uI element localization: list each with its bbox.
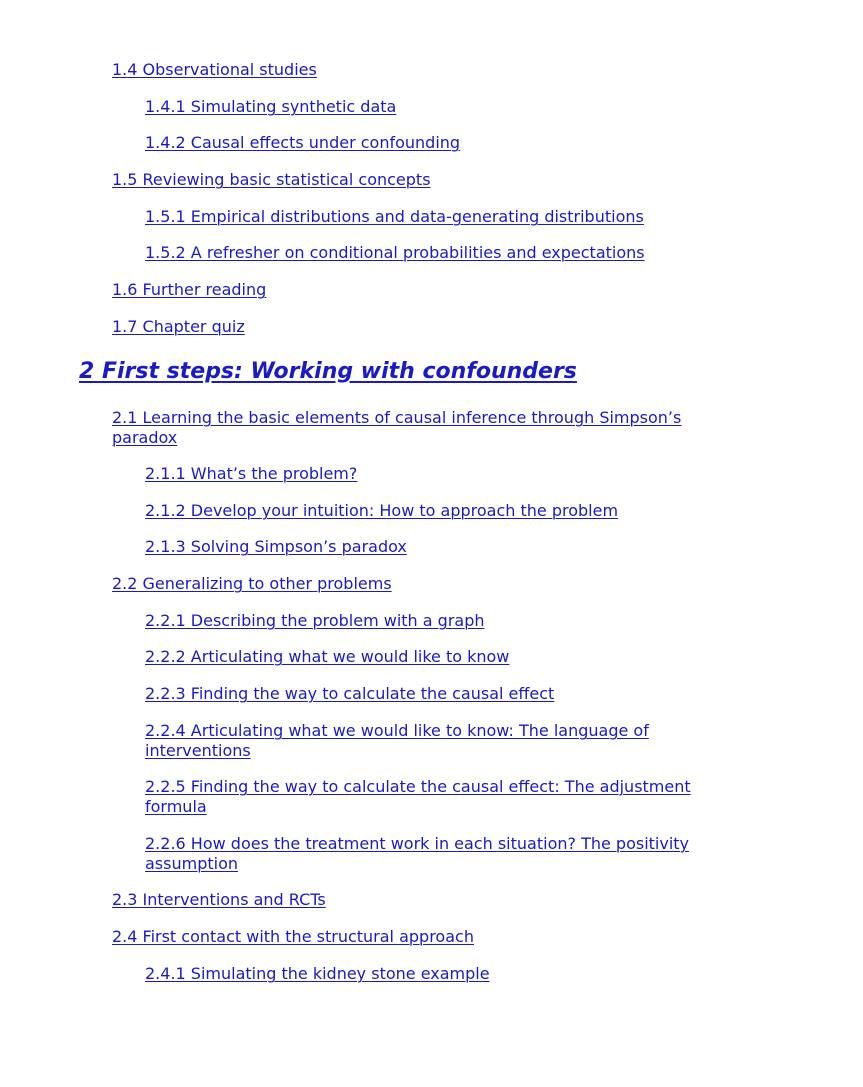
- toc-link-2-2-4[interactable]: 2.2.4 Articulating what we would like to know: The language of interventions: [145, 721, 649, 760]
- toc-link-1-5[interactable]: 1.5 Reviewing basic statistical concepts: [112, 170, 431, 189]
- toc-link-2-2-3[interactable]: 2.2.3 Finding the way to calculate the causal effect: [145, 684, 555, 703]
- toc-link-2-4[interactable]: 2.4 First contact with the structural approach: [112, 927, 474, 946]
- toc-link-1-6[interactable]: 1.6 Further reading: [112, 280, 267, 299]
- toc-link-2-2[interactable]: 2.2 Generalizing to other problems: [112, 574, 392, 593]
- toc-link-1-5-2[interactable]: 1.5.2 A refresher on conditional probabilities and expectations: [145, 243, 645, 262]
- toc-link-1-7[interactable]: 1.7 Chapter quiz: [112, 317, 245, 336]
- toc-link-2-1[interactable]: 2.1 Learning the basic elements of causal inference through Simpson’s paradox: [112, 408, 682, 447]
- toc-link-1-4[interactable]: 1.4 Observational studies: [112, 60, 317, 79]
- toc-link-2-1-3[interactable]: 2.1.3 Solving Simpson’s paradox: [145, 537, 407, 556]
- toc-link-2-2-5[interactable]: 2.2.5 Finding the way to calculate the causal effect: The adjustment formula: [145, 777, 691, 816]
- toc-link-2-1-2[interactable]: 2.1.2 Develop your intuition: How to approach the problem: [145, 501, 619, 520]
- toc-link-2-1-1[interactable]: 2.1.1 What’s the problem?: [145, 464, 358, 483]
- toc-link-2-4-1[interactable]: 2.4.1 Simulating the kidney stone example: [145, 964, 490, 983]
- toc-link-1-5-1[interactable]: 1.5.1 Empirical distributions and data-generating distributions: [145, 207, 644, 226]
- toc-link-2-2-6[interactable]: 2.2.6 How does the treatment work in each situation? The positivity assumption: [145, 834, 690, 873]
- toc-link-1-4-1[interactable]: 1.4.1 Simulating synthetic data: [145, 97, 397, 116]
- toc-link-2-3[interactable]: 2.3 Interventions and RCTs: [112, 890, 326, 909]
- toc-link-1-4-2[interactable]: 1.4.2 Causal effects under confounding: [145, 133, 461, 152]
- toc-link-2-2-2[interactable]: 2.2.2 Articulating what we would like to know: [145, 647, 510, 666]
- toc-link-2-2-1[interactable]: 2.2.1 Describing the problem with a graph: [145, 611, 485, 630]
- chapter-2-heading-link[interactable]: 2 First steps: Working with confounders: [79, 359, 577, 384]
